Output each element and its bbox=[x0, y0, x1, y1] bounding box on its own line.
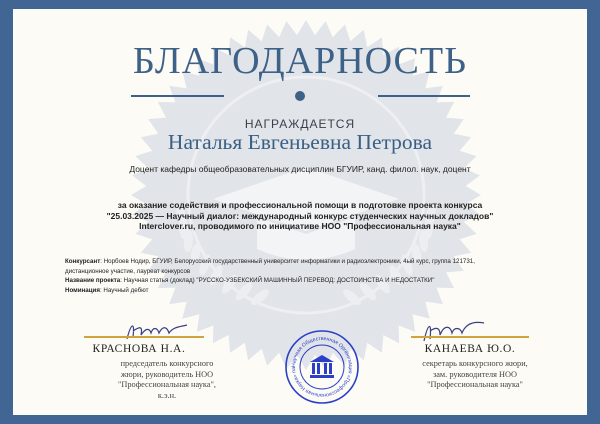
nomination-value: : Научный дебют bbox=[99, 286, 149, 294]
contestant-row bbox=[65, 257, 555, 267]
role-line: жюри, руководитель НОО bbox=[120, 369, 214, 379]
reason-line: "25.03.2025 — Научный диалог: международный конкурс студенческих научных докладов" bbox=[106, 210, 494, 221]
certificate-title: БЛАГОДАРНОСТЬ bbox=[133, 40, 467, 82]
seal-text: Научная Общественная Организация «Профессиональная Наука» na bbox=[290, 335, 354, 399]
title-rule-left bbox=[131, 95, 224, 97]
role-line: "Профессиональная наука", bbox=[118, 380, 216, 389]
signature-line-left bbox=[84, 336, 204, 338]
reason-line: за оказание содействия и профессиональной помощи в подготовке проекта конкурса bbox=[117, 200, 483, 210]
signer-left-name: КРАСНОВА Н.А. bbox=[92, 343, 186, 355]
recipient-position: Доцент кафедры общеобразовательных дисциплин БГУИР, канд. филол. наук, доцент bbox=[129, 164, 471, 174]
project-row bbox=[65, 276, 555, 286]
building-icon bbox=[310, 355, 334, 378]
role-line: председатель конкурсного bbox=[120, 359, 214, 368]
title-rule-right bbox=[378, 95, 470, 97]
award-label: НАГРАЖДАЕТСЯ bbox=[244, 117, 356, 131]
signer-left-role bbox=[86, 359, 248, 401]
contestant-row-continued: дистанционное участие, лауреат конкурсов bbox=[65, 267, 191, 275]
signature-right-image bbox=[418, 317, 488, 345]
recipient-name: Наталья Евгеньевна Петрова bbox=[167, 130, 433, 154]
project-value: : Научная статья (доклад) "РУССКО-УЗБЕКСКИЙ МАШИННЫЙ ПЕРЕВОД: ДОСТОИНСТВА И НЕДОСТАТКИ" bbox=[120, 277, 435, 284]
nomination-label: Номинация bbox=[65, 286, 100, 294]
award-reason bbox=[43, 200, 557, 232]
role-line: "Профессиональная наука" bbox=[427, 380, 523, 389]
signer-right-role bbox=[405, 359, 545, 391]
role-line: к.э.н. bbox=[157, 390, 177, 400]
signer-right-name: КАНАЕВА Ю.О. bbox=[424, 343, 516, 355]
organization-seal-image bbox=[284, 329, 360, 405]
role-line: зам. руководителя НОО bbox=[432, 369, 518, 379]
signature-left-image bbox=[123, 317, 193, 345]
project-details bbox=[65, 257, 555, 295]
nomination-row bbox=[65, 286, 555, 296]
contestant-value: : Норбоев Нодир, БГУИР, Белорусский государственный университет информатики и радиоэлектроники, 4ый курс, группа 121731, bbox=[100, 258, 475, 265]
contestant-label: Конкурсант bbox=[65, 258, 101, 265]
project-label: Название проекта bbox=[65, 277, 121, 284]
reason-line: Interclover.ru, проводимого по инициативе НОО "Профессиональная наука" bbox=[139, 221, 461, 231]
certificate bbox=[13, 9, 587, 415]
signature-line-right bbox=[411, 336, 529, 338]
role-line: секретарь конкурсного жюри, bbox=[422, 359, 528, 368]
title-rule-dot bbox=[295, 91, 305, 101]
